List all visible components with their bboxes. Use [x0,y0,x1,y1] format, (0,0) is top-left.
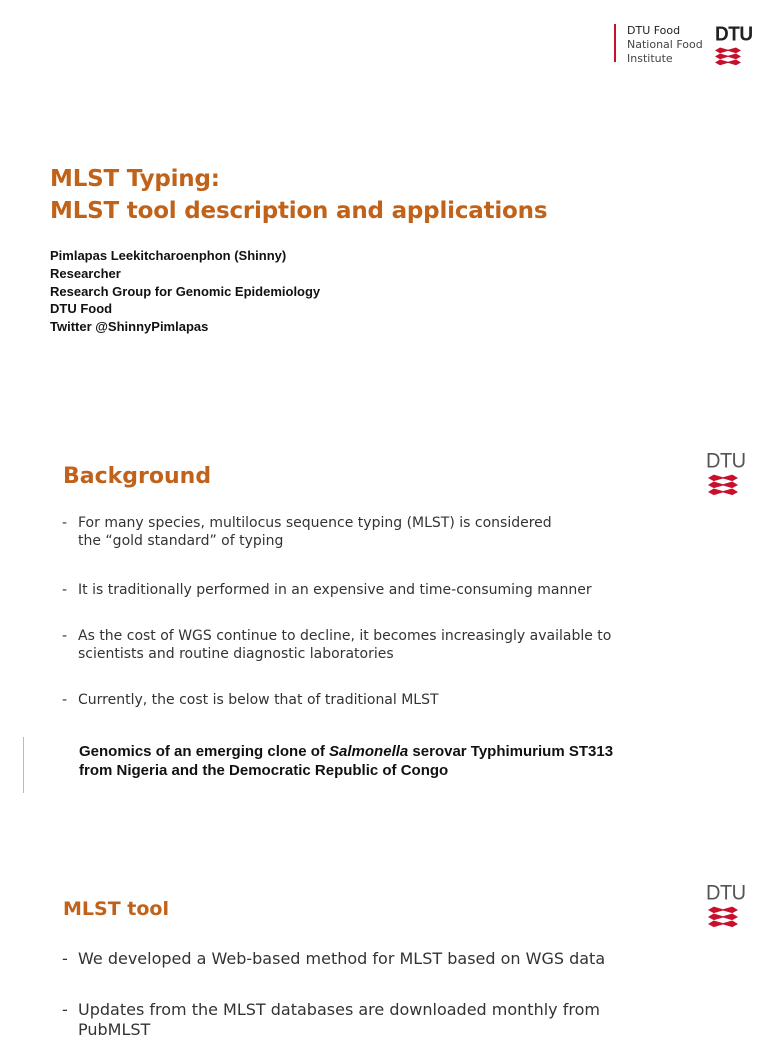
title-line-1: MLST Typing: [50,166,220,192]
bullet-item [62,581,592,599]
bullet-dash: - [62,692,68,708]
paper-divider [23,737,24,793]
author-role: Researcher [50,265,121,281]
brand-divider [614,24,616,62]
bullet-dash: - [62,628,68,644]
slide-title-text [50,163,547,227]
bullet-item [62,514,552,550]
paper-title-post: serovar Typhimurium ST313 [408,743,614,760]
brand-line-1: DTU Food [627,24,681,37]
dtu-logo [706,881,746,928]
bullet-item [62,949,605,969]
bullet-text: As the cost of WGS continue to decline, it becomes increasingly available to [78,628,612,644]
author-org: DTU Food [50,301,113,317]
section-heading: MLST tool [63,898,169,920]
brand-name [627,24,703,66]
bullet-text-cont: PubMLST [78,1020,151,1039]
brand-line-3: Institute [627,52,673,65]
bullet-text: Currently, the cost is below that of traditional MLST [78,692,439,708]
paper-title-line-2: from Nigeria and the Democratic Republic of Congo [79,762,449,779]
dtu-waves-icon [715,47,741,66]
bullet-dash: - [62,1000,68,1019]
dtu-logo-text: DTU [715,23,753,46]
dtu-logo [706,449,746,496]
dtu-waves-icon [706,474,740,496]
bullet-text: We developed a Web-based method for MLST based on WGS data [78,949,606,968]
author-twitter: Twitter @ShinnyPimlapas [50,319,209,335]
author-group: Research Group for Genomic Epidemiology [50,283,321,299]
author-block [50,247,320,336]
title-line-2: MLST tool description and applications [50,198,548,224]
bullet-text-cont: scientists and routine diagnostic laboratories [78,646,394,662]
bullet-item [62,691,439,709]
bullet-text-cont: the “gold standard” of typing [78,533,284,549]
bullet-dash: - [62,582,68,598]
bullet-text: Updates from the MLST databases are downloaded monthly from [78,1000,600,1019]
paper-title-line-1 [79,742,613,761]
bullet-dash: - [62,949,68,968]
brand-line-2: National Food [627,38,703,51]
bullet-item [62,1000,600,1040]
bullet-item [62,627,611,663]
paper-title-italic: Salmonella [329,743,409,760]
bullet-dash: - [62,515,68,531]
dtu-waves-icon [706,906,740,928]
section-heading: Background [63,464,212,489]
dtu-logo-text: DTU [706,881,746,905]
dtu-logo-text: DTU [706,449,746,473]
paper-title-pre: Genomics of an emerging clone of [79,743,330,760]
author-name: Pimlapas Leekitcharoenphon (Shinny) [50,248,287,263]
paper-title [79,742,613,780]
dtu-logo [715,23,753,66]
bullet-text: It is traditionally performed in an expensive and time-consuming manner [78,582,592,598]
bullet-text: For many species, multilocus sequence typing (MLST) is considered [78,515,552,531]
